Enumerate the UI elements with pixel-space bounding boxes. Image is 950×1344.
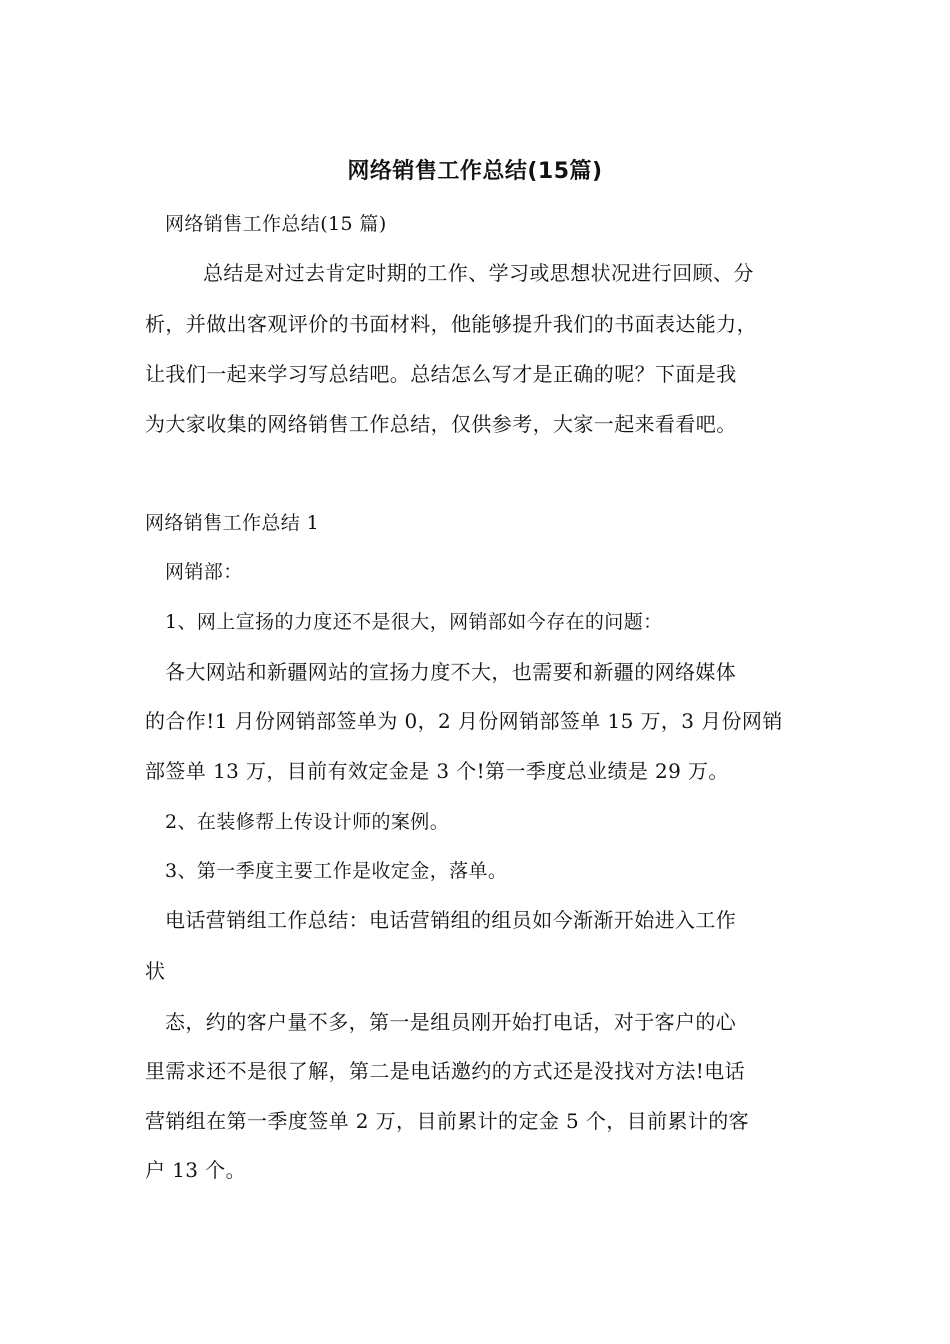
paragraph-2-line-2: 里需求还不是很了解，第二是电话邀约的方式还是没找对方法!电话 (145, 1059, 746, 1083)
phone-summary-line-1: 电话营销组工作总结：电话营销组的组员如今渐渐开始进入工作 (165, 908, 737, 932)
paragraph-2-line-3: 营销组在第一季度签单 2 万，目前累计的定金 5 个，目前累计的客 (145, 1109, 750, 1133)
paragraph-2-line-1: 态，约的客户量不多，第一是组员刚开始打电话，对于客户的心 (165, 1010, 737, 1034)
phone-summary-line-2: 状 (145, 959, 166, 983)
intro-line-3: 让我们一起来学习写总结吧。总结怎么写才是正确的呢？下面是我 (145, 362, 737, 386)
document-title: 网络销售工作总结(15篇) (347, 159, 603, 184)
document-subtitle: 网络销售工作总结(15 篇) (165, 213, 387, 235)
paragraph-1-line-2: 的合作!1 月份网销部签单为 0，2 月份网销部签单 15 万，3 月份网销 (145, 709, 783, 733)
department-label: 网销部： (165, 561, 243, 583)
paragraph-1-line-1: 各大网站和新疆网站的宣扬力度不大，也需要和新疆的网络媒体 (165, 660, 737, 684)
list-item-1: 1、网上宣扬的力度还不是很大，网销部如今存在的问题： (165, 611, 663, 633)
intro-line-4: 为大家收集的网络销售工作总结，仅供参考，大家一起来看看吧。 (145, 412, 737, 436)
section-heading: 网络销售工作总结 1 (145, 512, 320, 534)
intro-line-1: 总结是对过去肯定时期的工作、学习或思想状况进行回顾、分 (203, 261, 754, 285)
paragraph-1-line-3: 部签单 13 万，目前有效定金是 3 个!第一季度总业绩是 29 万。 (145, 759, 729, 783)
paragraph-2-line-4: 户 13 个。 (145, 1158, 246, 1182)
intro-line-2: 析，并做出客观评价的书面材料，他能够提升我们的书面表达能力， (145, 312, 757, 336)
list-item-3: 3、第一季度主要工作是收定金，落单。 (165, 860, 508, 882)
list-item-2: 2、在装修帮上传设计师的案例。 (165, 811, 450, 833)
